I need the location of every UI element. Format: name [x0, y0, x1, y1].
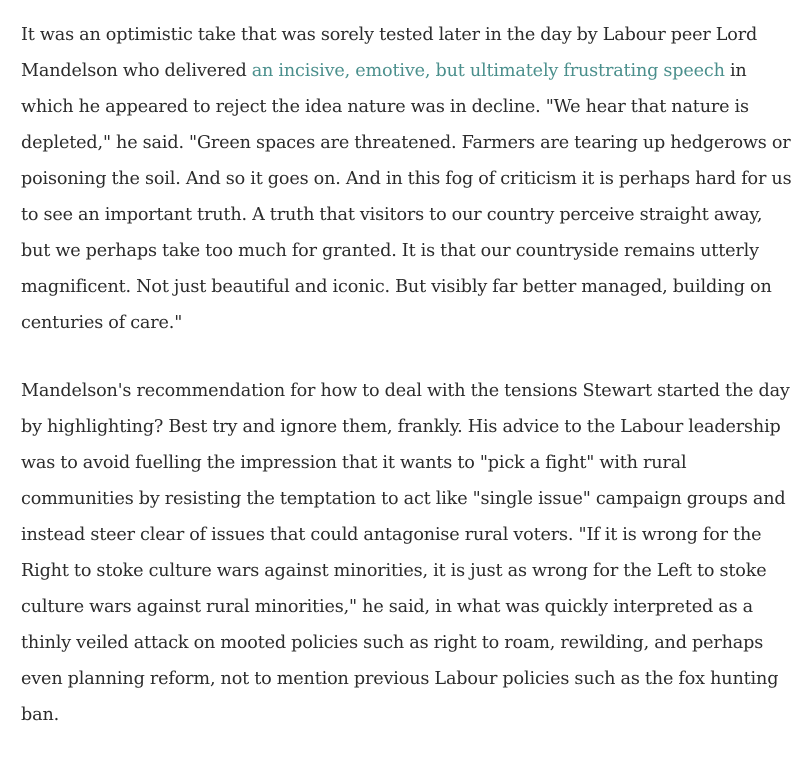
paragraph-mandelson-speech — [21, 17, 796, 341]
article-body — [21, 17, 796, 765]
speech-link[interactable]: an incisive, emotive, but ultimately frustrating speech — [251, 61, 725, 81]
paragraph-mandelson-recommendation: Mandelson's recommendation for how to deal with the tensions Stewart started the day by highlighting? Best try and ignore them, frankly. His advice to the Labour leadership was to avoid fuelling the impression that it wants to "pick a fight" with rural communities by resisting the temptation to act like "single issue" campaign groups and instead steer clear of issues that could antagonise rural voters. "If it is wrong for the Right to stoke culture wars against minorities, it is just as wrong for the Left to stoke culture wars against rural minorities," he said, in what was quickly interpreted as a thinly veiled attack on mooted policies such as right to roam, rewilding, and perhaps even planning reform, not to mention previous Labour policies such as the fox hunting ban. — [21, 381, 790, 725]
paragraph-text-before-link: It was an optimistic take that was sorely tested later in the day by Labour peer Lord Mandelson who delivered — [21, 25, 758, 81]
paragraph-text-after-link: in which he appeared to reject the idea nature was in decline. "We hear that nature is depleted," he said. "Green spaces are threatened. Farmers are tearing up hedgerows or poisoning the soil. And so it goes on. And in this fog of criticism it is perhaps hard for us to see an important truth. A truth that visitors to our country perceive straight away, but we perhaps take too much for granted. It is that our countryside remains utterly magnificent. Not just beautiful and iconic. But visibly far better managed, building on centuries of care." — [21, 61, 792, 333]
